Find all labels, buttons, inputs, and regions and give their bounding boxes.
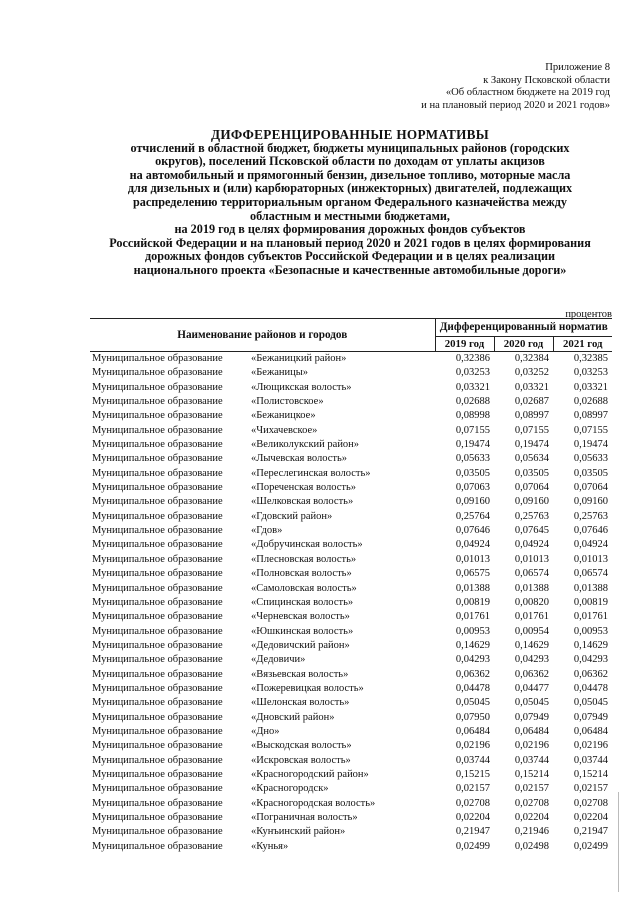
- row-name-cell: [90, 596, 435, 610]
- row-type: Муниципальное образование: [92, 367, 223, 379]
- value-2020: 0,06484: [514, 725, 549, 737]
- row-name-cell: [90, 625, 435, 639]
- row-type: Муниципальное образование: [92, 668, 223, 680]
- table-row: [90, 352, 612, 367]
- value-2020: 0,04924: [514, 539, 549, 551]
- value-2021: 0,25763: [573, 510, 609, 522]
- title-main: ДИФФЕРЕНЦИРОВАННЫЕ НОРМАТИВЫ: [210, 127, 489, 142]
- value-2019: 0,04478: [455, 682, 490, 694]
- row-name: «Кунья»: [251, 840, 289, 852]
- table-row: [90, 797, 612, 811]
- value-2019: 0,02204: [455, 812, 490, 823]
- value-2020: 0,03321: [514, 381, 549, 393]
- value-2021: 0,02204: [573, 812, 609, 823]
- value-2020: 0,02196: [514, 740, 549, 752]
- value-2021: 0,09160: [573, 496, 609, 508]
- row-type: Муниципальное образование: [92, 410, 223, 422]
- row-name-cell: [90, 495, 435, 509]
- appendix-line: Приложение 8: [545, 62, 610, 73]
- value-2019: 0,02196: [455, 740, 490, 752]
- row-type: Муниципальное образование: [92, 682, 223, 694]
- table-row: [90, 366, 612, 380]
- column-header-2020: 2020 год: [494, 337, 553, 352]
- row-name: «Красногородская волость»: [251, 797, 376, 809]
- row-type: Муниципальное образование: [92, 797, 223, 809]
- value-2019: 0,09160: [455, 496, 490, 508]
- row-name-cell: [90, 582, 435, 596]
- table-row: [90, 711, 612, 725]
- value-2021: 0,02688: [573, 396, 609, 408]
- row-name-cell: [90, 409, 435, 423]
- value-2021: 0,07949: [573, 711, 609, 723]
- row-name-cell: [90, 653, 435, 667]
- value-2019: 0,04293: [455, 654, 490, 666]
- row-name: «Плесновская волость»: [251, 553, 357, 565]
- value-2019: 0,25764: [455, 510, 490, 522]
- value-2019: 0,03321: [455, 381, 490, 393]
- value-2020: 0,05045: [514, 697, 549, 709]
- value-2021: 0,03321: [573, 381, 609, 393]
- table-header: [90, 319, 612, 352]
- appendix-line: «Об областном бюджете на 2019 год: [445, 87, 610, 99]
- row-type: Муниципальное образование: [92, 525, 223, 537]
- row-type: Муниципальное образование: [92, 496, 223, 508]
- row-name: «Добручинская волость»: [251, 539, 363, 551]
- title-line: областным и местными бюджетами,: [250, 208, 450, 223]
- table-row: [90, 438, 612, 452]
- value-2020: 0,02708: [514, 797, 549, 809]
- row-type: Муниципальное образование: [92, 439, 223, 451]
- row-type: Муниципальное образование: [92, 453, 223, 465]
- row-name-cell: [90, 381, 435, 395]
- value-2021: 0,05045: [573, 697, 609, 709]
- value-2021: 0,03505: [573, 467, 609, 479]
- row-name-cell: [90, 452, 435, 466]
- value-2021: 0,04478: [573, 682, 609, 694]
- table-row: [90, 768, 612, 782]
- row-name-cell: [90, 524, 435, 538]
- table-row: [90, 553, 612, 567]
- value-2021: 0,03744: [573, 754, 609, 766]
- row-name: «Бежаницкое»: [251, 410, 316, 422]
- row-type: Муниципальное образование: [92, 697, 223, 709]
- value-2020: 0,07064: [514, 482, 549, 494]
- row-type: Муниципальное образование: [92, 482, 223, 494]
- column-header-name: Наименование районов и городов: [90, 319, 435, 352]
- units-label: процентов: [565, 309, 612, 320]
- value-2021: 0,02708: [573, 797, 609, 809]
- row-name: «Дедовичи»: [251, 654, 306, 666]
- row-name-cell: [90, 510, 435, 524]
- table-row: [90, 610, 612, 624]
- row-name: «Кунъинский район»: [251, 826, 346, 838]
- value-2019: 0,14629: [455, 639, 490, 651]
- value-2019: 0,02688: [455, 396, 490, 408]
- value-2019: 0,05633: [455, 453, 490, 465]
- table-row: [90, 840, 612, 854]
- column-header-group: Дифференцированный норматив: [435, 319, 612, 337]
- value-2021: 0,06484: [573, 725, 609, 737]
- row-type: Муниципальное образование: [92, 568, 223, 580]
- row-name-cell: [90, 467, 435, 481]
- table-row: [90, 811, 612, 825]
- row-name: «Вязьевская волость»: [251, 668, 349, 680]
- table-row: [90, 409, 612, 423]
- value-2021: 0,06574: [573, 568, 609, 580]
- value-2020: 0,32384: [514, 353, 549, 364]
- document-title: [80, 128, 620, 278]
- value-2020: 0,21946: [514, 826, 549, 838]
- row-name-cell: [90, 366, 435, 380]
- row-name: «Гдовский район»: [251, 510, 333, 522]
- row-name-cell: [90, 739, 435, 753]
- value-2020: 0,09160: [514, 496, 549, 508]
- value-2020: 0,01013: [514, 553, 549, 565]
- value-2020: 0,03744: [514, 754, 549, 766]
- value-2020: 0,25763: [514, 510, 549, 522]
- value-2019: 0,01013: [455, 553, 490, 565]
- row-type: Муниципальное образование: [92, 826, 223, 838]
- row-name-cell: [90, 725, 435, 739]
- value-2020: 0,07645: [514, 525, 549, 537]
- row-name: «Красногородский район»: [251, 768, 369, 780]
- value-2019: 0,07063: [455, 482, 490, 494]
- row-name: «Спицинская волость»: [251, 596, 354, 608]
- value-2021: 0,04924: [573, 539, 609, 551]
- value-2020: 0,04477: [514, 682, 549, 694]
- row-name-cell: [90, 682, 435, 696]
- value-2019: 0,06484: [455, 725, 490, 737]
- value-2019: 0,07646: [455, 525, 490, 537]
- row-name-cell: [90, 711, 435, 725]
- row-name-cell: [90, 782, 435, 796]
- title-line: Российской Федерации и на плановый период 2020 и 2021 годов в целях формирования: [109, 235, 591, 250]
- row-name: «Пограничная волость»: [251, 812, 358, 823]
- table-row: [90, 567, 612, 581]
- table-row: [90, 524, 612, 538]
- row-type: Муниципальное образование: [92, 381, 223, 393]
- row-type: Муниципальное образование: [92, 754, 223, 766]
- table-row: [90, 682, 612, 696]
- row-name: «Красногородск»: [251, 783, 329, 795]
- table-row: [90, 582, 612, 596]
- value-2021: 0,02196: [573, 740, 609, 752]
- normatives-table: [90, 318, 612, 854]
- value-2019: 0,21947: [455, 826, 490, 838]
- table-body: [90, 352, 612, 855]
- row-type: Муниципальное образование: [92, 740, 223, 752]
- value-2019: 0,06362: [455, 668, 490, 680]
- value-2020: 0,06362: [514, 668, 549, 680]
- row-type: Муниципальное образование: [92, 725, 223, 737]
- row-type: Муниципальное образование: [92, 539, 223, 551]
- value-2019: 0,07155: [455, 424, 490, 436]
- row-type: Муниципальное образование: [92, 424, 223, 436]
- row-type: Муниципальное образование: [92, 625, 223, 637]
- value-2021: 0,21947: [573, 826, 609, 838]
- value-2020: 0,04293: [514, 654, 549, 666]
- table-row: [90, 495, 612, 509]
- row-name-cell: [90, 825, 435, 839]
- row-name: «Полновская волость»: [251, 568, 352, 580]
- value-2021: 0,15214: [573, 768, 609, 780]
- table-row: [90, 639, 612, 653]
- table-row: [90, 510, 612, 524]
- row-type: Муниципальное образование: [92, 353, 223, 364]
- value-2019: 0,05045: [455, 697, 490, 709]
- title-line: округов), поселений Псковской области по доходам от уплаты акцизов: [155, 154, 545, 169]
- row-type: Муниципальное образование: [92, 510, 223, 522]
- row-name-cell: [90, 754, 435, 768]
- title-line: национального проекта «Безопасные и качественные автомобильные дороги»: [133, 262, 567, 277]
- value-2019: 0,00819: [455, 596, 490, 608]
- row-name: «Бежаницкий район»: [251, 353, 347, 364]
- row-type: Муниципальное образование: [92, 582, 223, 594]
- value-2021: 0,01388: [573, 582, 609, 594]
- appendix-line: и на плановый период 2020 и 2021 годов»: [421, 99, 610, 111]
- value-2021: 0,07646: [573, 525, 609, 537]
- row-name-cell: [90, 811, 435, 825]
- value-2021: 0,00819: [573, 596, 609, 608]
- row-name: «Дно»: [251, 725, 280, 737]
- value-2019: 0,00953: [455, 625, 490, 637]
- value-2019: 0,02708: [455, 797, 490, 809]
- row-name: «Дедовичский район»: [251, 639, 350, 651]
- row-type: Муниципальное образование: [92, 812, 223, 823]
- table-row: [90, 596, 612, 610]
- row-type: Муниципальное образование: [92, 553, 223, 565]
- row-name-cell: [90, 668, 435, 682]
- row-name-cell: [90, 696, 435, 710]
- column-header-2021: 2021 год: [553, 337, 612, 352]
- table-row: [90, 782, 612, 796]
- title-line: на автомобильный и прямогонный бензин, дизельное топливо, моторные масла: [129, 167, 571, 182]
- row-name-cell: [90, 538, 435, 552]
- row-name-cell: [90, 481, 435, 495]
- column-header-2019: 2019 год: [435, 337, 494, 352]
- row-type: Муниципальное образование: [92, 596, 223, 608]
- row-name: «Юшкинская волость»: [251, 625, 354, 637]
- table-row: [90, 754, 612, 768]
- row-type: Муниципальное образование: [92, 639, 223, 651]
- title-line: отчислений в областной бюджет, бюджеты муниципальных районов (городских: [130, 140, 570, 155]
- page-edge-line: [618, 792, 619, 892]
- value-2020: 0,00954: [514, 625, 549, 637]
- table-row: [90, 395, 612, 409]
- value-2020: 0,08997: [514, 410, 549, 422]
- value-2019: 0,19474: [455, 439, 490, 451]
- value-2021: 0,04293: [573, 654, 609, 666]
- value-2020: 0,02498: [514, 840, 549, 852]
- row-name-cell: [90, 567, 435, 581]
- value-2020: 0,02157: [514, 783, 549, 795]
- value-2020: 0,15214: [514, 768, 549, 780]
- table-row: [90, 481, 612, 495]
- value-2021: 0,01013: [573, 553, 609, 565]
- row-name-cell: [90, 768, 435, 782]
- title-line: распределению территориальным органом Федерального казначейства между: [132, 194, 568, 209]
- value-2019: 0,15215: [455, 768, 490, 780]
- row-type: Муниципальное образование: [92, 611, 223, 623]
- row-name-cell: [90, 610, 435, 624]
- title-line: на 2019 год в целях формирования дорожных фондов субъектов: [174, 222, 526, 237]
- row-name: «Самоловская волость»: [251, 582, 357, 594]
- value-2021: 0,07155: [573, 424, 609, 436]
- value-2020: 0,01388: [514, 582, 549, 594]
- value-2019: 0,03505: [455, 467, 490, 479]
- row-type: Муниципальное образование: [92, 654, 223, 666]
- row-name-cell: [90, 352, 435, 367]
- value-2020: 0,05634: [514, 453, 549, 465]
- row-name: «Пожеревицкая волость»: [251, 682, 364, 694]
- value-2019: 0,32386: [455, 353, 490, 364]
- row-name-cell: [90, 840, 435, 854]
- value-2020: 0,07155: [514, 424, 549, 436]
- table-row: [90, 696, 612, 710]
- table-row: [90, 725, 612, 739]
- row-name-cell: [90, 797, 435, 811]
- table-row: [90, 739, 612, 753]
- row-name: «Бежаницы»: [251, 367, 309, 379]
- value-2021: 0,00953: [573, 625, 609, 637]
- row-name-cell: [90, 424, 435, 438]
- row-name: «Гдов»: [251, 525, 283, 537]
- value-2019: 0,03744: [455, 754, 490, 766]
- row-name-cell: [90, 639, 435, 653]
- row-name: «Выскодская волость»: [251, 740, 352, 752]
- row-name: «Великолукский район»: [251, 439, 360, 451]
- row-name-cell: [90, 553, 435, 567]
- value-2020: 0,06574: [514, 568, 549, 580]
- value-2020: 0,19474: [514, 439, 549, 451]
- row-name: «Лющикская волость»: [251, 381, 352, 393]
- row-type: Муниципальное образование: [92, 467, 223, 479]
- table-row: [90, 538, 612, 552]
- value-2020: 0,03252: [514, 367, 549, 379]
- value-2019: 0,02499: [455, 840, 490, 852]
- value-2021: 0,08997: [573, 410, 609, 422]
- row-type: Муниципальное образование: [92, 840, 223, 852]
- value-2021: 0,06362: [573, 668, 609, 680]
- row-name: «Пореченская волость»: [251, 482, 357, 494]
- table-row: [90, 381, 612, 395]
- row-name: «Черневская волость»: [251, 611, 350, 623]
- value-2020: 0,02687: [514, 396, 549, 408]
- table-row: [90, 653, 612, 667]
- value-2019: 0,04924: [455, 539, 490, 551]
- value-2020: 0,01761: [514, 611, 549, 623]
- row-name: «Шелонская волость»: [251, 697, 350, 709]
- table-row: [90, 625, 612, 639]
- title-line: для дизельных и (или) карбюраторных (инжекторных) двигателей, подлежащих: [127, 181, 573, 196]
- appendix-header: [350, 62, 610, 112]
- value-2021: 0,01761: [573, 611, 609, 623]
- table-row: [90, 825, 612, 839]
- row-type: Муниципальное образование: [92, 768, 223, 780]
- value-2020: 0,03505: [514, 467, 549, 479]
- table-row: [90, 424, 612, 438]
- value-2020: 0,07949: [514, 711, 549, 723]
- value-2021: 0,07064: [573, 482, 609, 494]
- row-name: «Дновский район»: [251, 711, 335, 723]
- table-row: [90, 452, 612, 466]
- value-2019: 0,01761: [455, 611, 490, 623]
- value-2020: 0,02204: [514, 812, 549, 823]
- row-name: «Лычевская волость»: [251, 453, 348, 465]
- value-2019: 0,02157: [455, 783, 490, 795]
- table-row: [90, 668, 612, 682]
- value-2021: 0,32385: [573, 353, 609, 364]
- row-name: «Шелковская волость»: [251, 496, 354, 508]
- value-2021: 0,02499: [573, 840, 609, 852]
- value-2021: 0,02157: [573, 783, 609, 795]
- row-type: Муниципальное образование: [92, 711, 223, 723]
- value-2021: 0,14629: [573, 639, 609, 651]
- value-2019: 0,03253: [455, 367, 490, 379]
- row-name: «Полистовское»: [251, 396, 324, 408]
- appendix-line: к Закону Псковской области: [483, 74, 610, 86]
- value-2019: 0,01388: [455, 582, 490, 594]
- value-2020: 0,14629: [514, 639, 549, 651]
- value-2021: 0,19474: [573, 439, 609, 451]
- row-name: «Чихачевское»: [251, 424, 318, 436]
- row-type: Муниципальное образование: [92, 783, 223, 795]
- row-name-cell: [90, 438, 435, 452]
- value-2019: 0,08998: [455, 410, 490, 422]
- row-name-cell: [90, 395, 435, 409]
- value-2019: 0,06575: [455, 568, 490, 580]
- value-2019: 0,07950: [455, 711, 490, 723]
- table-row: [90, 467, 612, 481]
- value-2020: 0,00820: [514, 596, 549, 608]
- row-type: Муниципальное образование: [92, 396, 223, 408]
- title-line: дорожных фондов субъектов Российской Федерации и в целях реализации: [144, 249, 556, 264]
- row-name: «Переслегинская волость»: [251, 467, 371, 479]
- row-name: «Искровская волость»: [251, 754, 351, 766]
- value-2021: 0,05633: [573, 453, 609, 465]
- value-2021: 0,03253: [573, 367, 609, 379]
